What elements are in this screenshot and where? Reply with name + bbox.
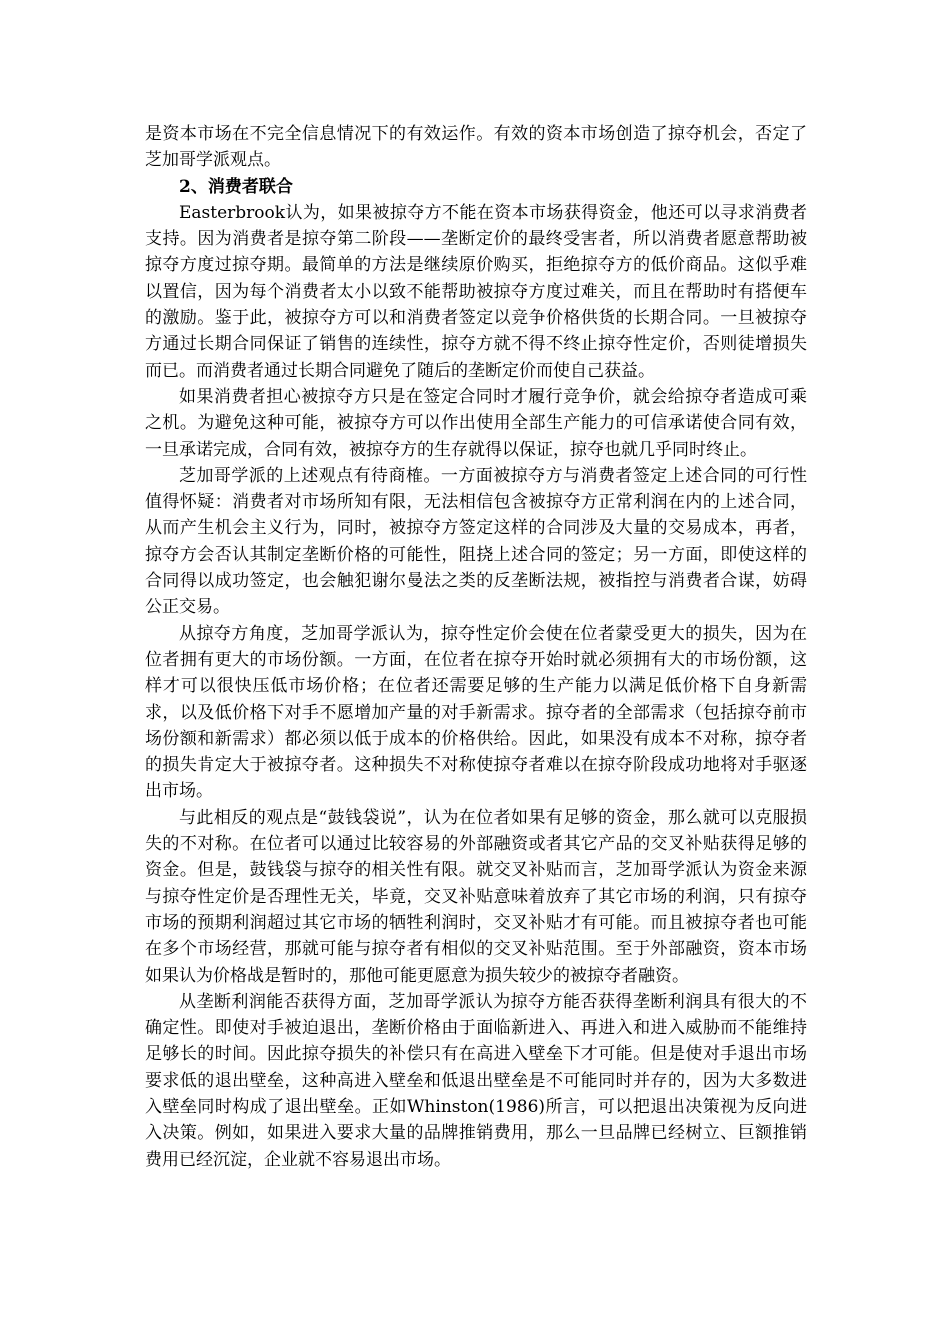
paragraph-consumer-concern: 如果消费者担心被掠夺方只是在签定合同时才履行竞争价，就会给掠夺者造成可乘之机。为避免这种可能，被掠夺方可以作出使用全部生产能力的可信承诺使合同有效，一旦承诺完成，合同有效，被掠夺方的生存就得以保证，掠夺也就几乎同时终止。 (145, 386, 807, 460)
paragraph-critique: 芝加哥学派的上述观点有待商榷。一方面被掠夺方与消费者签定上述合同的可行性值得怀疑：消费者对市场所知有限，无法相信包含被掠夺方正常利润在内的上述合同，从而产生机会主义行为，同时，被掠夺方签定这样的合同涉及大量的交易成本，再者，掠夺方会否认其制定垄断价格的可能性，阻挠上述合同的签定；另一方面，即使这样的合同得以成功签定，也会触犯谢尔曼法之类的反垄断法规，被指控与消费者合谋，妨碍公正交易。 (145, 465, 807, 618)
paragraph-monopoly-profit: 从垄断利润能否获得方面，芝加哥学派认为掠夺方能否获得垄断利润具有很大的不确定性。即使对手被迫退出，垄断价格由于面临新进入、再进入和进入威胁而不能维持足够长的时间。因此掠夺损失的补偿只有在高进入壁垒下才可能。但是使对手退出市场要求低的退出壁垒，这种高进入壁垒和低退出壁垒是不可能同时并存的，因为大多数进入壁垒同时构成了退出壁垒。正如Whinston(1986)所言，可以把退出决策视为反向进入决策。例如，如果进入要求大量的品牌推销费用，那么一旦品牌已经树立、巨额推销费用已经沉淀，企业就不容易退出市场。 (145, 991, 807, 1170)
document-body (145, 121, 807, 1173)
paragraph-predator-perspective: 从掠夺方角度，芝加哥学派认为，掠夺性定价会使在位者蒙受更大的损失，因为在位者拥有更大的市场份额。一方面，在位者在掠夺开始时就必须拥有大的市场份额，这样才可以很快压低市场价格；在位者还需要足够的生产能力以满足低价格下自身新需求，以及低价格下对手不愿增加产量的对手新需求。掠夺者的全部需求（包括掠夺前市场份额和新需求）都必须以低于成本的价格供给。因此，如果没有成本不对称，掠夺者的损失肯定大于被掠夺者。这种损失不对称使掠夺者难以在掠夺阶段成功地将对手驱逐出市场。 (145, 623, 807, 802)
section-heading-consumer-alliance: 2、消费者联合 (179, 176, 293, 197)
paragraph-deep-pocket: 与此相反的观点是“鼓钱袋说”，认为在位者如果有足够的资金，那么就可以克服损失的不对称。在位者可以通过比较容易的外部融资或者其它产品的交叉补贴获得足够的资金。但是，鼓钱袋与掠夺的相关性有限。就交叉补贴而言，芝加哥学派认为资金来源与掠夺性定价是否理性无关，毕竟，交叉补贴意味着放弃了其它市场的利润，只有掠夺市场的预期利润超过其它市场的牺牲利润时，交叉补贴才有可能。而且被掠夺者也可能在多个市场经营，那就可能与掠夺者有相似的交叉补贴范围。至于外部融资，资本市场如果认为价格战是暂时的，那他可能更愿意为损失较少的被掠夺者融资。 (145, 807, 807, 986)
paragraph-easterbrook: Easterbrook认为，如果被掠夺方不能在资本市场获得资金，他还可以寻求消费者支持。因为消费者是掠夺第二阶段——垄断定价的最终受害者，所以消费者愿意帮助被掠夺方度过掠夺期。最简单的方法是继续原价购买，拒绝掠夺方的低价商品。这似乎难以置信，因为每个消费者太小以致不能帮助被掠夺方度过难关，而且在帮助时有搭便车的激励。鉴于此，被掠夺方可以和消费者签定以竞争价格供货的长期合同。一旦被掠夺方通过长期合同保证了销售的连续性，掠夺方就不得不终止掠夺性定价，否则徒增损失而已。而消费者通过长期合同避免了随后的垄断定价而使自己获益。 (145, 202, 807, 381)
paragraph-continuation: 是资本市场在不完全信息情况下的有效运作。有效的资本市场创造了掠夺机会，否定了芝加哥学派观点。 (145, 124, 807, 171)
